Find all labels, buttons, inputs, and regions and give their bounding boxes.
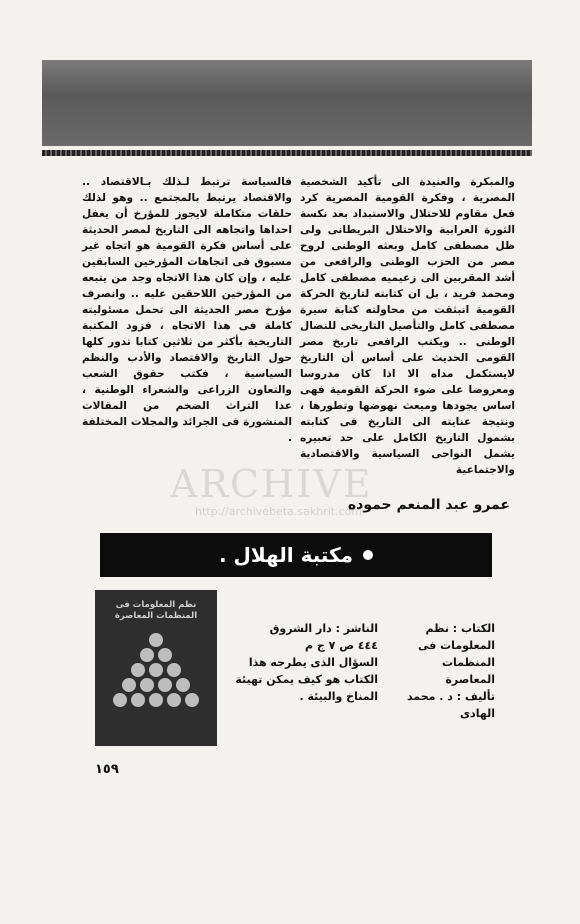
cover-dots-graphic (95, 590, 217, 746)
header-image-band (42, 60, 532, 146)
bullet-icon (363, 550, 373, 560)
article-column-left (82, 174, 292, 446)
book-question-line: السؤال الذى يطرحه هذا الكتاب هو كيف يمكن تهيئة المناخ والبيئة . (235, 656, 378, 703)
book-pages-line: ٤٤٤ ص ٧ ج م (305, 639, 378, 652)
book-author-line: تأليف : د . محمد الهادى (407, 690, 495, 720)
section-banner (100, 533, 492, 577)
article-text-left: فالسياسة ترتبط لـذلك بـالاقتصاد .. والاقتصاد يرتبط بالمجتمع .. وهو لذلك حلقات متكاملة لايجوز للمؤرخ أن يغفل احداها واتجاهه الى التاريخ لمصر الحديثة على أساس فكرة القومية هو اتجاه غير مسبوق فى اتجاهات المؤرخين السابقين عليه ، وإن كان هذا الاتجاه وجد من يتبعه من المؤرخين اللاحقين عليه .. وانصرف مؤرخ مصر الحديثة الى تحمل مسئوليته كاملة فى هذا الاتجاه ، فزود المكتبة التاريخية بأكثر من ثلاثين كتابا تدور كلها حول التاريخ والاقتصاد والأدب والنظم السياسية ، فكتب حقوق الشعب والتعاون الزراعى والشعراء الوطنية ، عدا التراث الضخم من المقالات المنشورة فى الجرائد والمجلات المختلفة . (82, 176, 292, 444)
book-cover-image (95, 590, 217, 746)
header-rule (42, 150, 532, 156)
book-cover-title: نظم المعلومات فى المنظمات المعاصرة (114, 600, 198, 621)
book-details-middle (228, 620, 378, 705)
section-title: مكتبة الهلال . (218, 543, 354, 567)
article-column-right (300, 174, 515, 478)
article-author: عمرو عبد المنعم حموده (347, 497, 510, 513)
book-title-line: الكتاب : نظم المعلومات فى المنظمات المعاصرة (417, 622, 495, 686)
watermark-url: http://archivebeta.sakhrit.com (195, 505, 363, 518)
book-publisher-line: الناشر : دار الشروق (269, 622, 378, 635)
watermark-logo: ARCHIVE (170, 462, 373, 506)
article-text-right: والمبكرة والعنيدة الى تأكيد الشخصية المصرية ، وفكرة القومية المصرية كرد فعل مقاوم للاحتلال والاستبداد بعد نكسة الثورة العرابية والاحتلال البريطانى ولى ظل مصطفى كامل وبعثه الوطنى لروح مصر من الحزب الوطنى والرافعى من أشد المقربين الى زعيميه مصطفى كامل ومحمد فريد ، بل ان كتابته لتاريخ الحركة القومية انبثقت من محاولته كتابة سيرة مصطفى كامل والتأصيل التاريخى للنضال الوطنى .. ويكتب الرافعى تاريخ مصر القومى الحديث على أساس أن التاريخ لايستكمل مداه الا اذا كان مدروسا ومعروضا على ضوء الحركة القومية فهى اساس يجودها وميعث نهوضها وتطورها ، ونتيجة عنايته الى التاريخ فى كتابته بشمول التاريخ الكامل على حد تعبيره يشمل النواحى السياسية والاقتصادية والاجتماعية (300, 176, 515, 476)
page-number: ١٥٩ (95, 762, 119, 777)
book-details-right (390, 620, 495, 722)
